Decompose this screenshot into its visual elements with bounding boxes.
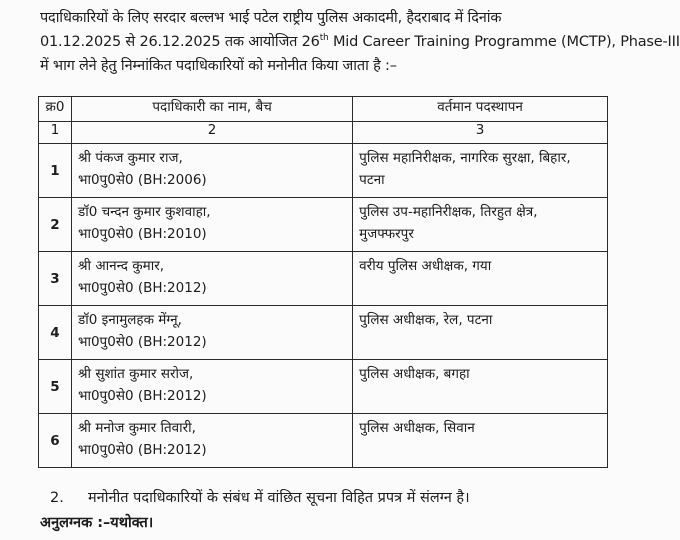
posting-line-1: पुलिस अधीक्षक, बगहा (359, 366, 470, 382)
paragraph-text: मनोनीत पदाधिकारियों के संबंध में वांछित सूचना विहित प्रपत्र में संलग्न है। (88, 490, 470, 506)
posting-cell (353, 306, 608, 360)
officer-service-batch: भा0पु0से0 (BH:2010) (77, 226, 207, 242)
table-row (39, 414, 608, 468)
posting-line-2: पटना (359, 172, 385, 188)
officer-name: श्री पंकज कुमार राज, (77, 150, 183, 166)
column-number: 1 (39, 122, 72, 144)
officer-cell (71, 306, 352, 360)
posting-cell (353, 198, 608, 252)
posting-line-1: पुलिस उप-महानिरीक्षक, तिरहुत क्षेत्र, (359, 204, 538, 220)
posting-line-1: वरीय पुलिस अधीक्षक, गया (359, 258, 492, 274)
closing-paragraph (50, 486, 630, 510)
officers-table (38, 96, 608, 468)
serial-number: 3 (39, 252, 72, 306)
posting-line-1: पुलिस महानिरीक्षक, नागरिक सुरक्षा, बिहार, (359, 150, 571, 166)
table-header-row (39, 97, 608, 122)
posting-cell (353, 360, 608, 414)
serial-number: 6 (39, 414, 72, 468)
posting-line-1: पुलिस अधीक्षक, सिवान (359, 420, 475, 436)
header-name-batch: पदाधिकारी का नाम, बैच (71, 97, 352, 122)
header-serial: क्र0 (39, 97, 72, 122)
serial-number: 1 (39, 144, 72, 198)
header-current-posting: वर्तमान पदस्थापन (353, 97, 608, 122)
posting-cell (353, 414, 608, 468)
column-number-row (39, 122, 608, 144)
column-number: 3 (353, 122, 608, 144)
programme-name: Mid Career Training Programme (MCTP), Phase-III (328, 34, 680, 50)
officer-name: श्री मनोज कुमार तिवारी, (77, 420, 196, 436)
serial-number: 4 (39, 306, 72, 360)
paragraph-number: 2. (50, 490, 64, 506)
officer-cell (71, 414, 352, 468)
officer-name: डॉ0 चन्दन कुमार कुशवाहा, (77, 204, 211, 220)
posting-cell (353, 144, 608, 198)
intro-line-2 (40, 30, 680, 54)
table-row (39, 252, 608, 306)
column-number: 2 (71, 122, 352, 144)
serial-number: 2 (39, 198, 72, 252)
officer-cell (71, 198, 352, 252)
ordinal-suffix: th (319, 33, 329, 44)
serial-number: 5 (39, 360, 72, 414)
officer-service-batch: भा0पु0से0 (BH:2012) (77, 442, 207, 458)
officer-cell (71, 144, 352, 198)
table-row (39, 306, 608, 360)
officer-service-batch: भा0पु0से0 (BH:2012) (77, 388, 207, 404)
officer-service-batch: भा0पु0से0 (BH:2012) (77, 280, 207, 296)
table-row (39, 360, 608, 414)
posting-line-2: मुजफ्फरपुर (359, 226, 414, 242)
officer-name: डॉ0 इनामुलहक मेंग्नू, (77, 312, 182, 328)
officer-name: श्री आनन्द कुमार, (77, 258, 165, 274)
officer-name: श्री सुशांत कुमार सरोज, (77, 366, 194, 382)
table-row (39, 144, 608, 198)
intro-dates: 01.12.2025 से 26.12.2025 तक आयोजित 26 (40, 34, 320, 50)
intro-line-1: पदाधिकारियों के लिए सरदार बल्लभ भाई पटेल राष्ट्रीय पुलिस अकादमी, हैदराबाद में दिनांक (40, 10, 502, 26)
intro-paragraph (40, 6, 680, 78)
table-row (39, 198, 608, 252)
posting-cell (353, 252, 608, 306)
enclosure-note: अनुलग्नक :–यथोक्त। (40, 515, 154, 531)
posting-line-1: पुलिस अधीक्षक, रेल, पटना (359, 312, 493, 328)
intro-line-3: में भाग लेने हेतु निम्नांकित पदाधिकारियों को मनोनीत किया जाता है :– (40, 58, 397, 74)
officer-service-batch: भा0पु0से0 (BH:2012) (77, 334, 207, 350)
officer-service-batch: भा0पु0से0 (BH:2006) (77, 172, 207, 188)
officer-cell (71, 360, 352, 414)
officer-cell (71, 252, 352, 306)
